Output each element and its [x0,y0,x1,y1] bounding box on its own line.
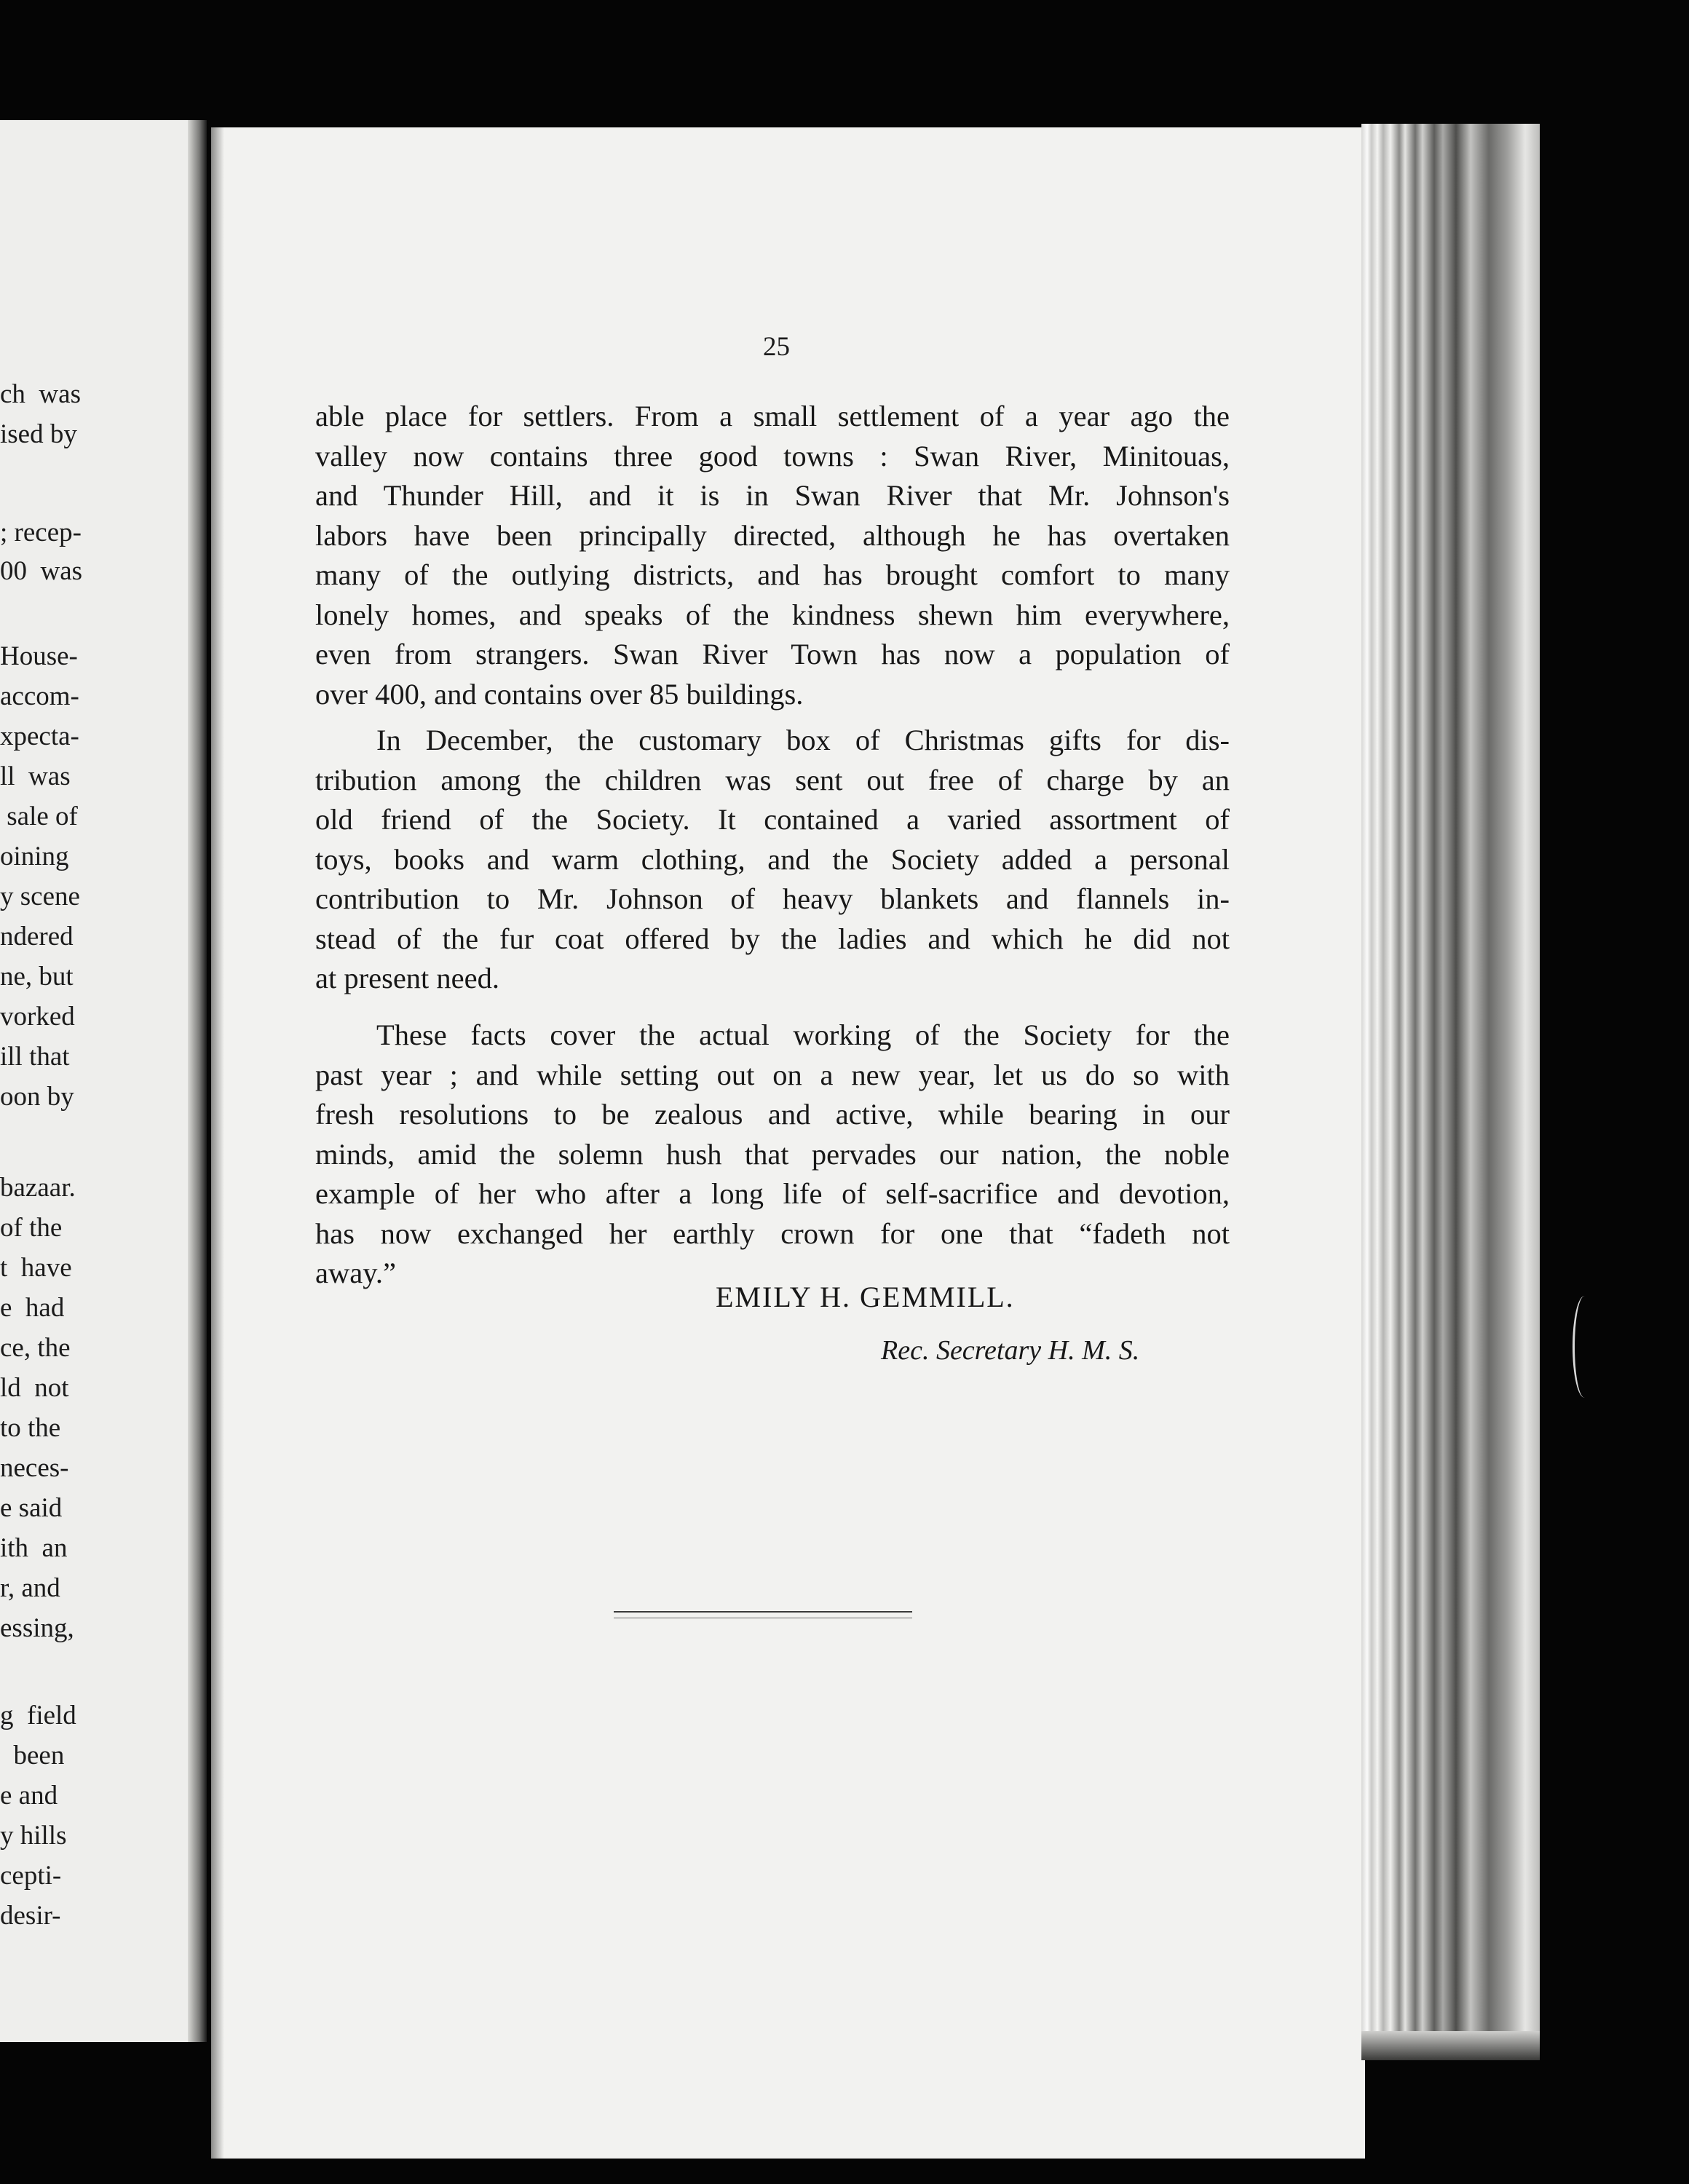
text-line: past year ; and while setting out on a new year, let us do so with [315,1058,1230,1091]
previous-page-line: to the [0,1413,61,1443]
previous-page-line: oon by [0,1082,74,1112]
text-line: These facts cover the actual working of the Society for the [376,1018,1230,1051]
text-line: and Thunder Hill, and it is in Swan River that Mr. Johnson's [315,479,1230,512]
book-gutter [188,120,207,2042]
film-scratch-mark [1573,1296,1597,1398]
previous-page-line: House- [0,641,78,671]
text-line: has now exchanged her earthly crown for one that “fadeth not [315,1216,1230,1250]
text-line: tribution among the children was sent out free of charge by an [315,763,1230,796]
signature-title: Rec. Secretary H. M. S. [881,1335,1140,1366]
previous-page-line: neces- [0,1453,69,1483]
text-line: toys, books and warm clothing, and the Society added a personal [315,842,1230,876]
closing-rule [614,1611,912,1613]
page-inner-shadow [211,127,224,2159]
text-line: labors have been principally directed, although he has overtaken [315,518,1230,552]
previous-page-text [0,120,188,2042]
paragraph [315,1016,1230,1294]
text-line: stead of the fur coat offered by the ladies and which he did not [315,922,1230,955]
previous-page-line: r, and [0,1573,60,1603]
previous-page-line: ill that [0,1042,70,1072]
text-line: contribution to Mr. Johnson of heavy blankets and flannels in- [315,882,1230,915]
text-line: example of her who after a long life of self-sacrifice and devotion, [315,1177,1230,1210]
previous-page-line: desir- [0,1901,61,1931]
text-line: fresh resolutions to be zealous and active, while bearing in our [315,1098,1230,1131]
previous-page-line: ce, the [0,1333,71,1363]
page-number: 25 [763,332,790,362]
text-line: old friend of the Society. It contained a varied assortment of [315,803,1230,836]
text-line: even from strangers. Swan River Town has now a population of [315,638,1230,670]
text-line: away.” [315,1257,396,1289]
previous-page-line: been [0,1741,65,1770]
previous-page-line: essing, [0,1613,74,1643]
previous-page-line: cepti- [0,1861,62,1891]
paragraph [315,397,1230,714]
previous-page-line: sale of [0,802,78,831]
previous-page-line: xpecta- [0,721,79,751]
text-line: minds, amid the solemn hush that pervades our nation, the noble [315,1137,1230,1171]
previous-page-line: ch was [0,379,81,409]
previous-page-line: y scene [0,882,80,911]
paragraph [315,721,1230,999]
previous-page-line: e said [0,1493,63,1523]
previous-page-line: accom- [0,681,79,711]
previous-page-line: of the [0,1213,63,1243]
previous-page-line: ll was [0,761,71,791]
previous-page-line: ised by [0,419,77,449]
previous-page-line: oining [0,842,69,871]
previous-page-line: vorked [0,1002,75,1032]
text-line: at present need. [315,962,500,994]
text-line: valley now contains three good towns : Swan River, Minitouas, [315,439,1230,472]
signature-name: EMILY H. GEMMILL. [716,1281,1015,1313]
previous-page-line: ith an [0,1533,68,1563]
previous-page-line: e and [0,1781,58,1811]
text-line: over 400, and contains over 85 buildings. [315,677,804,711]
text-line: able place for settlers. From a small settlement of a year ago the [315,400,1230,432]
page-edges-bottom [1361,2031,1540,2060]
previous-page-line: g field [0,1701,76,1730]
previous-page-line: t have [0,1253,72,1283]
text-line: In December, the customary box of Christmas gifts for dis- [376,724,1230,756]
previous-page [0,120,188,2042]
previous-page-line: ndered [0,922,74,951]
previous-page-line: 00 was [0,556,83,586]
previous-page-line: ne, but [0,962,74,992]
previous-page-line: y hills [0,1821,67,1851]
text-line: lonely homes, and speaks of the kindness shewn him everywhere, [315,598,1230,631]
previous-page-line: bazaar. [0,1173,76,1203]
text-line: many of the outlying districts, and has brought comfort to many [315,558,1230,591]
page-edges-stack [1361,124,1540,2060]
previous-page-line: ld not [0,1373,69,1403]
previous-page-line: ; recep- [0,518,82,547]
previous-page-line: e had [0,1293,65,1323]
